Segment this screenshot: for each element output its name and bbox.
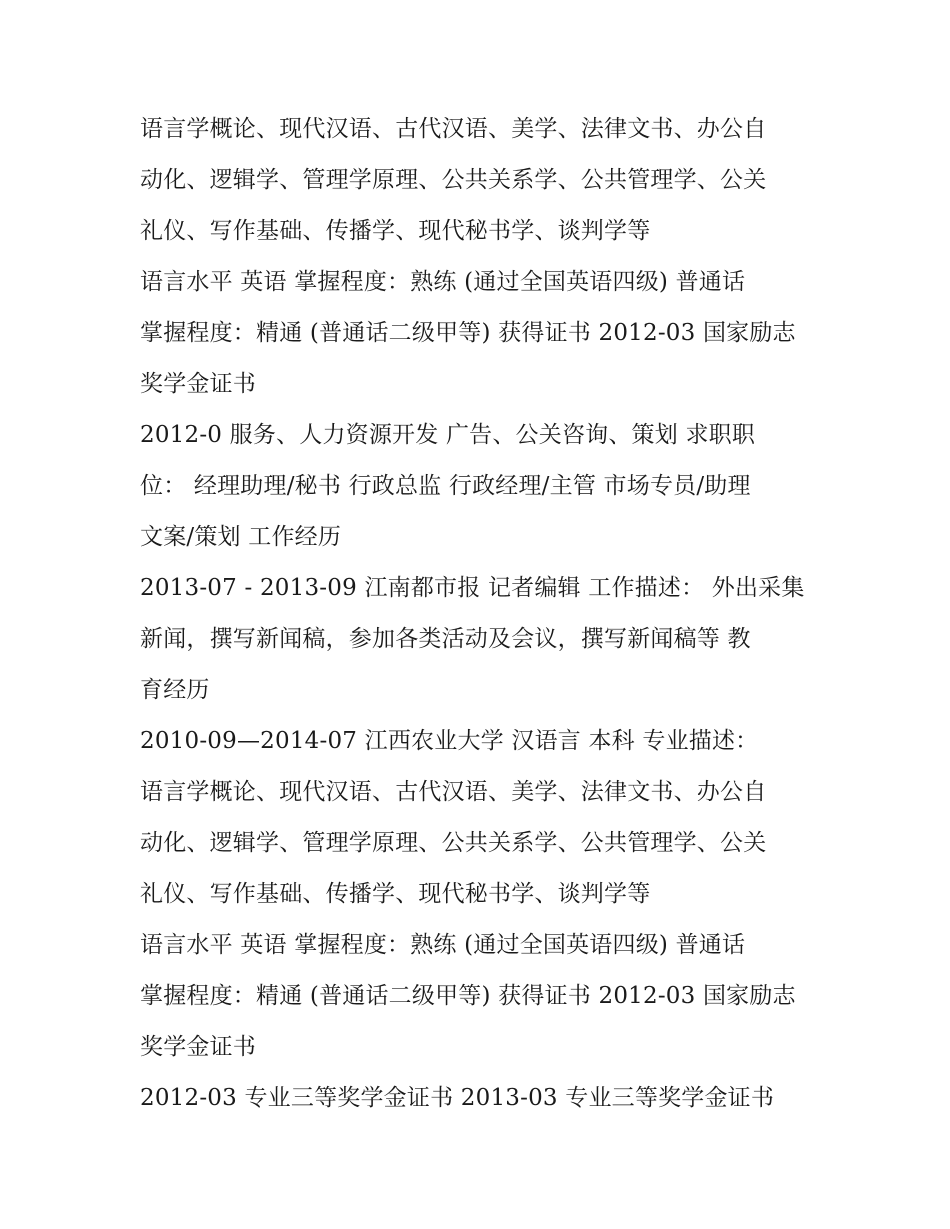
text-line: 位： 经理助理/秘书 行政总监 行政经理/主管 市场专员/助理	[140, 473, 751, 499]
text-line: 2010-09—2014-07 江西农业大学 汉语言 本科 专业描述：	[140, 728, 759, 754]
text-line: 奖学金证书	[140, 371, 256, 397]
text-line: 2012-0 服务、人力资源开发 广告、公关咨询、策划 求职职	[140, 422, 756, 448]
document-body	[140, 104, 820, 1124]
text-line: 礼仪、写作基础、传播学、现代秘书学、谈判学等	[140, 218, 651, 244]
text-line: 奖学金证书	[140, 1034, 256, 1060]
text-line: 育经历	[140, 677, 210, 703]
text-line: 语言学概论、现代汉语、古代汉语、美学、法律文书、办公自	[140, 116, 767, 142]
text-line: 2013-07 - 2013-09 江南都市报 记者编辑 工作描述： 外出采集	[140, 575, 805, 601]
text-line: 新闻，撰写新闻稿，参加各类活动及会议，撰写新闻稿等 教	[140, 626, 751, 652]
text-line: 2012-03 专业三等奖学金证书 2013-03 专业三等奖学金证书	[140, 1085, 775, 1111]
text-line: 动化、逻辑学、管理学原理、公共关系学、公共管理学、公关	[140, 167, 767, 193]
text-line: 文案/策划 工作经历	[140, 524, 342, 550]
text-line: 语言水平 英语 掌握程度：熟练 (通过全国英语四级) 普通话	[140, 269, 746, 295]
text-line: 语言学概论、现代汉语、古代汉语、美学、法律文书、办公自	[140, 779, 767, 805]
text-line: 语言水平 英语 掌握程度：熟练 (通过全国英语四级) 普通话	[140, 932, 746, 958]
text-line: 动化、逻辑学、管理学原理、公共关系学、公共管理学、公关	[140, 830, 767, 856]
text-line: 礼仪、写作基础、传播学、现代秘书学、谈判学等	[140, 881, 651, 907]
text-line: 掌握程度：精通 (普通话二级甲等) 获得证书 2012-03 国家励志	[140, 320, 796, 346]
text-line: 掌握程度：精通 (普通话二级甲等) 获得证书 2012-03 国家励志	[140, 983, 796, 1009]
